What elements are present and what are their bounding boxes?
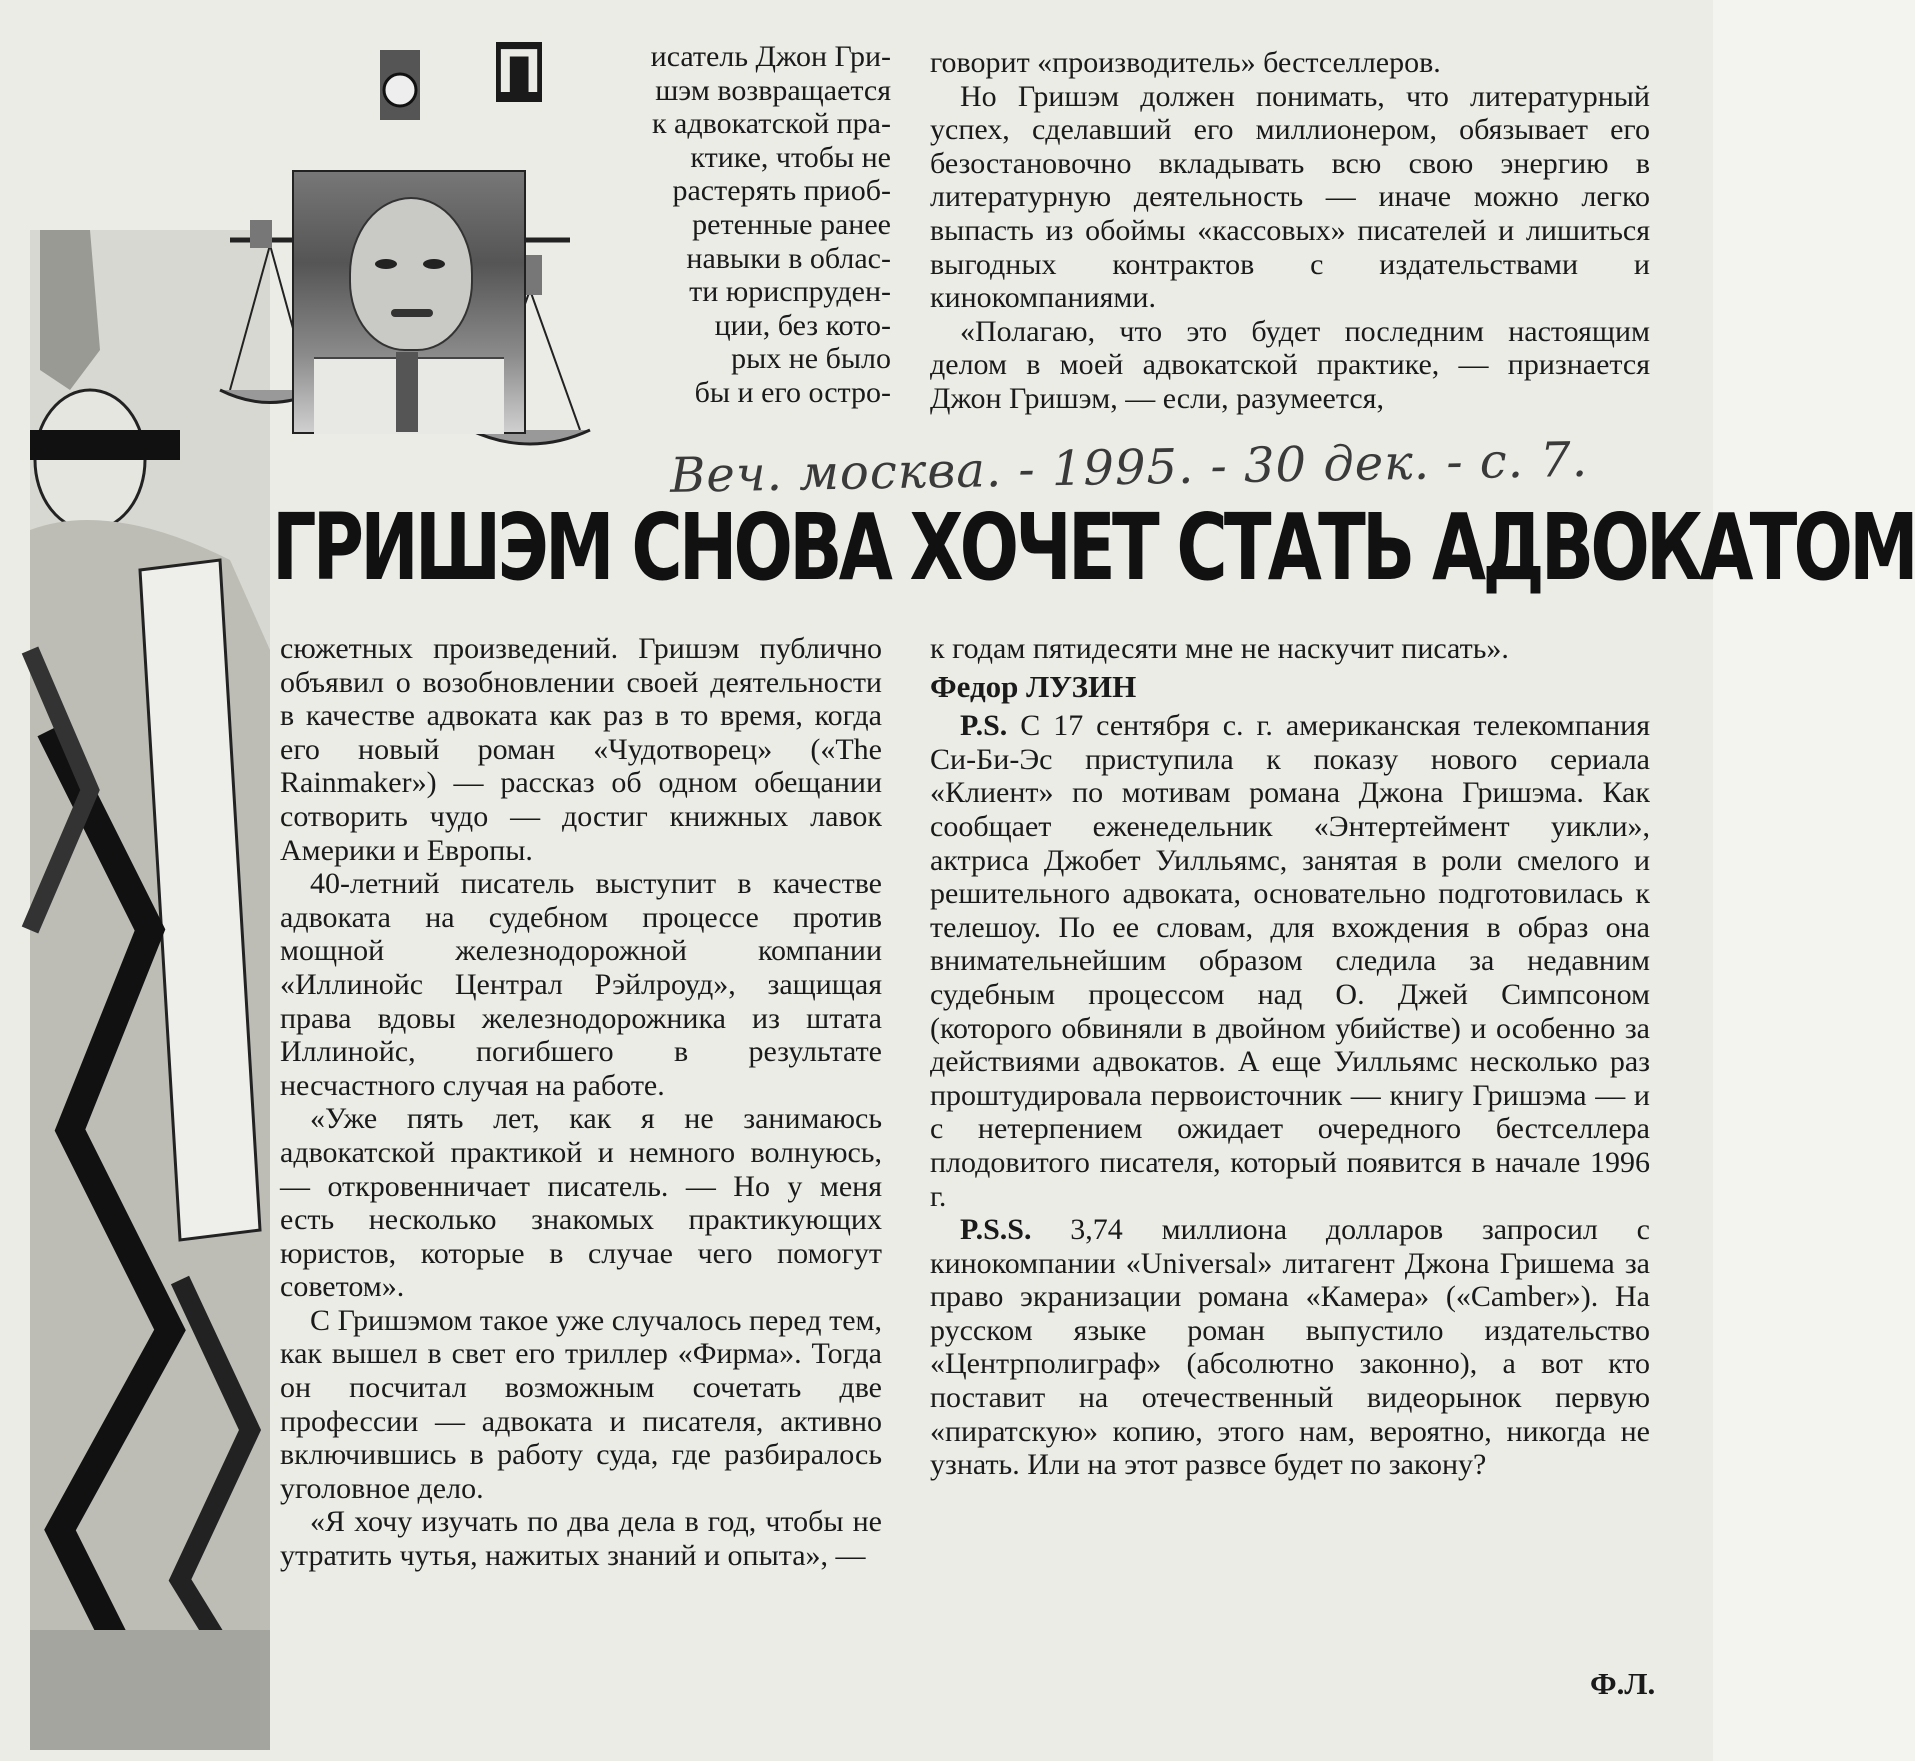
left-paragraph-2: 40-летний писатель выступит в качестве адвоката на судебном процессе против мощной железнодорожной компании «Иллинойс Централ Рэйлроуд», защищая права вдовы железнодорожника из штата Иллинойс, погибшего в результате несчастного случая на работе.	[280, 867, 882, 1102]
headline: ГРИШЭМ СНОВА ХОЧЕТ СТАТЬ АДВОКАТОМ	[272, 494, 1915, 601]
intro-line-7: навыки в облас-	[686, 241, 891, 275]
dropcap-letter: П	[496, 37, 542, 106]
ps-text: С 17 сентября с. г. американская телекомпания Си-Би-Эс приступила к показу нового сериала «Клиент» по мотивам романа Джона Гришэма. Как сообщает еженедельник «Энтертеймент уикли», актриса Джобет Уилльямс, занятая в роли смелого и решительного адвоката, основательно подготовилась к телешоу. По ее словам, для вхождения в образ она внимательнейшим образом следила за недавним судебным процессом над О. Джей Симпсоном (которого обвиняли в двойном убийстве) и особенно за действиями адвокатов. А еще Уилльямс несколько раз проштудировала первоисточник — книгу Гришэма — и с нетерпением ожидает очередного бестселлера плодовитого писателя, который появится в начале 1996 г.	[930, 709, 1651, 1213]
left-paragraph-5: «Я хочу изучать по два дела в год, чтобы не утратить чутья, нажитых знаний и опыта», —	[280, 1505, 882, 1573]
intro-line-4: ктике, чтобы не	[690, 140, 891, 174]
ps-label: P.S.	[960, 709, 1008, 743]
top-right-column	[930, 46, 1650, 416]
author-byline: Федор ЛУЗИН	[930, 668, 1137, 704]
handwritten-source-note: Веч. москва. - 1995. - 30 дек. - с. 7.	[669, 431, 1589, 504]
intro-line-5: растерять приоб-	[672, 174, 891, 208]
intro-line-11: бы и его остро-	[694, 375, 891, 409]
pss-paragraph	[930, 1213, 1650, 1482]
left-paragraph-1: сюжетных произведений. Гришэм публично объявил о возобновлении своей деятельности в качестве адвоката как раз в то время, когда его новый роман «Чудотворец» («The Rainmaker») — рассказ об одном обещании сотворить чудо — достиг книжных лавок Америки и Европы.	[280, 632, 882, 867]
intro-column	[496, 37, 891, 410]
intro-line-10: рых не было	[731, 342, 891, 376]
top-right-paragraph-1: говорит «производитель» бестселлеров.	[930, 46, 1441, 79]
tie-shape	[396, 352, 418, 432]
intro-line-8: ти юриспруден-	[689, 275, 891, 309]
top-right-paragraph-2: Но Гришэм должен понимать, что литературный успех, сделавший его миллионером, обязывает его безостановочно вкладывать всю свою энергию в литературную деятельность — иначе можно легко выпасть из обоймы «кассовых» писателей и лишиться выгодных контрактов с издательствами и кинокомпаниями.	[930, 79, 1650, 315]
left-body-column	[280, 632, 882, 1573]
face-shape	[349, 197, 473, 351]
intro-line-9: ции, без кото-	[714, 308, 891, 342]
left-paragraph-4: С Гришэмом такое уже случалось перед тем, как вышел в свет его триллер «Фирма». Тогда он посчитал возможным сочетать две профессии — адвоката и писателя, активно включившись в работу суда, где разбиралось уголовное дело.	[280, 1303, 882, 1505]
left-paragraph-3: «Уже пять лет, как я не занимаюсь адвокатской практикой и немного волнуюсь, — откровенничает писатель. — Но у меня есть несколько знакомых практикующих юристов, которые в случае чего помогут советом».	[280, 1102, 882, 1304]
right-body-column	[930, 632, 1650, 1482]
pss-label: P.S.S.	[960, 1213, 1032, 1247]
top-right-paragraph-3: «Полагаю, что это будет последним настоящим делом в моей адвокатской практике, — признается Джон Гришэм, — если, разумеется,	[930, 314, 1650, 415]
author-portrait-photo	[292, 170, 526, 434]
intro-line-3: к адвокатской пра-	[651, 107, 891, 141]
signature-initials: Ф.Л.	[1590, 1666, 1656, 1701]
intro-line-2: шэм возвращается	[655, 73, 891, 107]
right-paragraph-1: к годам пятидесяти мне не наскучит писать».	[930, 632, 1509, 665]
intro-line-6: ретенные ранее	[692, 207, 891, 241]
pss-text: 3,74 миллиона долларов запросил с кинокомпании «Universal» литагент Джона Гришема за право экранизации романа «Камера» («Camber»). На русском языке роман выпустило издательство «Центрполиграф» (абсолютно законно), а вот кто поставит на отечественный видеорынок первую «пиратскую» копию, этого нам, вероятно, никогда не узнать. Или на этот развсе будет по закону?	[930, 1213, 1650, 1482]
intro-line-1: исатель Джон Гри-	[650, 40, 891, 73]
ps-paragraph	[930, 709, 1650, 1213]
